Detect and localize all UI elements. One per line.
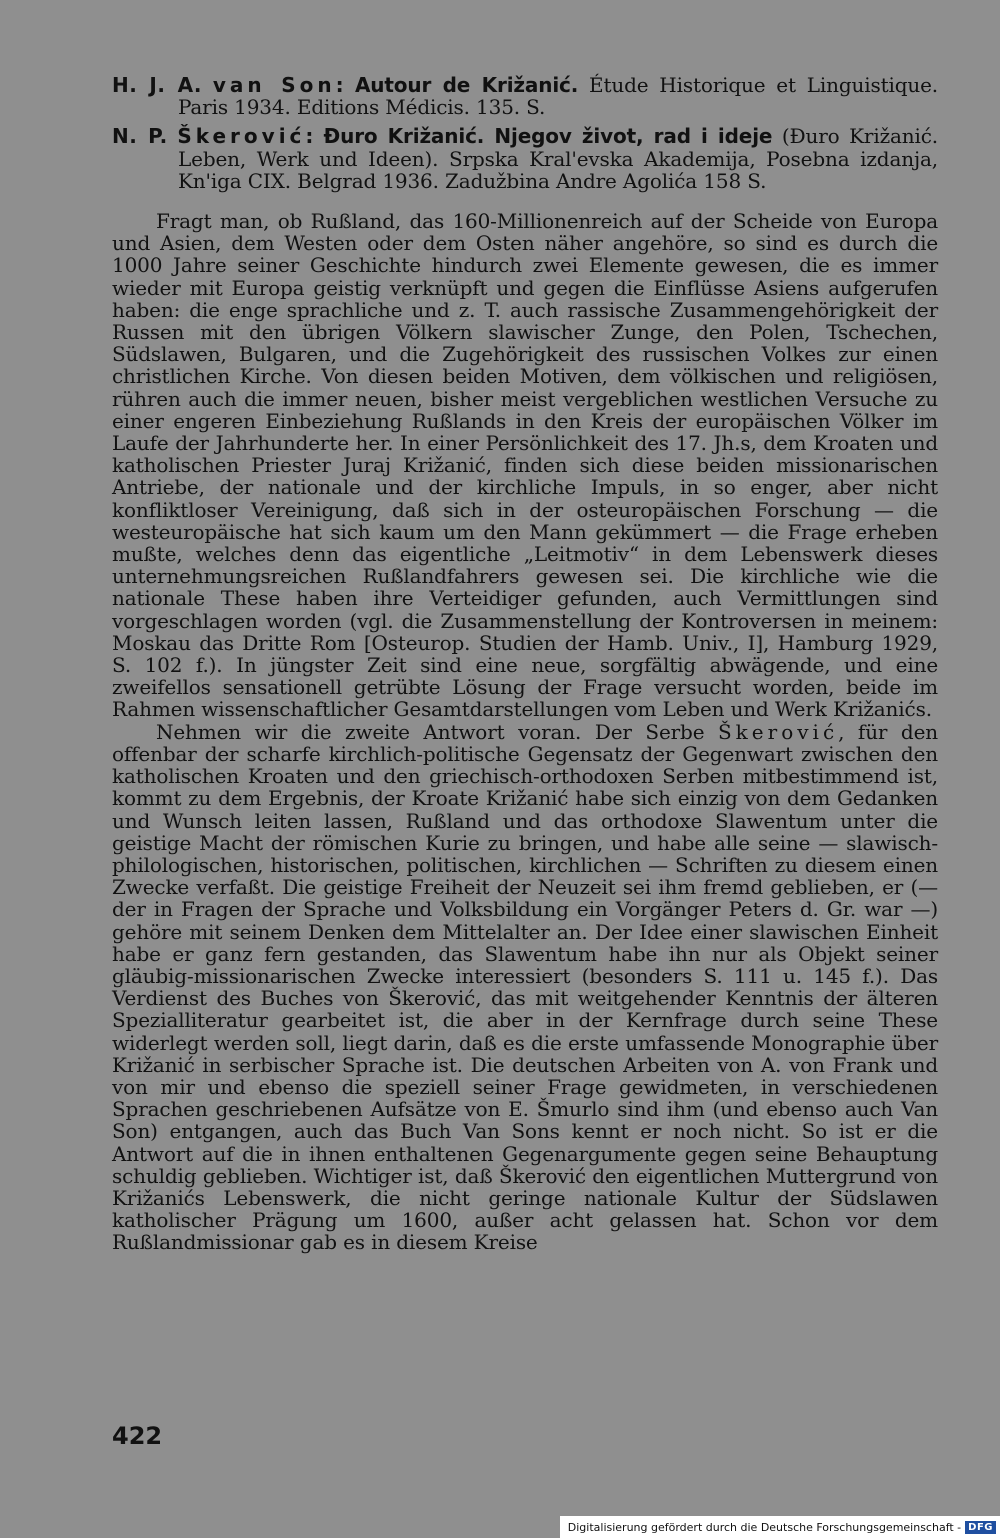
- reference-details: (Đuro Križanić. Leben, Werk und Ideen). Srpska Kral'evska Akademija, Posebna izdanja, Kn'iga CIX. Belgrad 1936. Zadužbina Andre Agolića 158 S.: [178, 124, 938, 193]
- reference-title: Autour de Križanić.: [354, 73, 579, 97]
- paragraph-1: Fragt man, ob Rußland, das 160-Millionenreich auf der Scheide von Europa und Asien, dem Westen oder dem Osten näher angehöre, so sind es durch die 1000 Jahre seiner Geschichte hindurch zwei Elemente gewesen, die es immer wieder mit Europa geistig verknüpft und gegen die Einflüsse Asiens aufgerufen haben: die enge sprachliche und z. T. auch rassische Zusammengehörigkeit der Russen mit den übrigen Völkern slawischer Zunge, den Polen, Tschechen, Südslawen, Bulgaren, und die Zugehörigkeit des russischen Volkes zur einen christlichen Kirche. Von diesen beiden Motiven, dem völkischen und religiösen, rühren auch die immer neuen, bisher meist vergeblichen westlichen Versuche zu einer engeren Einbeziehung Rußlands in den Kreis der europäischen Völker im Laufe der Jahrhunderte her. In einer Persönlichkeit des 17. Jh.s, dem Kroaten und katholischen Priester Juraj Križanić, finden sich diese beiden missionarischen Antriebe, der nationale und der kirchliche Impuls, in so enger, aber nicht konfliktloser Vereinigung, daß sich in der osteuropäischen Forschung — die westeuropäische hat sich kaum um den Mann gekümmert — die Frage erheben mußte, welches denn das eigentliche „Leitmotiv“ in dem Lebenswerk dieses unternehmungsreichen Rußlandfahrers gewesen sei. Die kirchliche wie die nationale These haben ihre Verteidiger gefunden, auch Vermittlungen sind vorgeschlagen worden (vgl. die Zusammenstellung der Kontroversen in meinem: Moskau das Dritte Rom [Osteurop. Studien der Hamb. Univ., I], Hamburg 1929, S. 102 f.). In jüngster Zeit sind eine neue, sorgfältig abwägende, und eine zweifellos sensationell getrübte Lösung der Frage versucht worden, beide im Rahmen wissenschaftlicher Gesamtdarstellungen vom Leben und Werk Križanićs.: [112, 209, 938, 722]
- reference-author-initials: H. J. A.: [112, 73, 203, 97]
- dfg-logo: DFG: [965, 1521, 996, 1534]
- reference-author-surname: Škerović: [177, 124, 306, 149]
- review-body: [112, 210, 938, 1254]
- page-number: 422: [112, 1422, 163, 1450]
- paragraph-2: [112, 721, 938, 1254]
- paragraph-2-start: Nehmen wir die zweite Antwort voran. Der Serbe: [156, 719, 718, 744]
- reference-colon: :: [335, 73, 345, 97]
- reference-author-initials: N. P.: [112, 124, 168, 149]
- reference-skerovic: [112, 125, 938, 192]
- reference-details: Étude Historique et Linguistique. Paris 1934. Editions Médicis. 135. S.: [178, 73, 938, 120]
- reference-author-surname: van Son: [212, 73, 336, 97]
- reference-van-son: [112, 74, 938, 118]
- reference-colon: :: [305, 124, 314, 149]
- reference-title: Đuro Križanić. Njegov život, rad i ideje: [323, 124, 773, 149]
- document-page: [112, 74, 938, 1254]
- author-name-spaced: Škerović: [717, 719, 839, 744]
- paragraph-2-rest: , für den offenbar der scharfe kirchlich-politische Gegensatz der Gegenwart zwischen den katholischen Kroaten und den griechisch-orthodoxen Serben mitbestimmend ist, kommt zu dem Ergebnis, der Kroate Križanić habe sich einzig von dem Gedanken und Wunsch leiten lassen, Rußland und das orthodoxe Slawentum unter die geistige Macht der römischen Kurie zu bringen, und habe alle seine — slawisch-philologischen, historischen, politischen, kirchlichen — Schriften zu diesem einen Zwecke verfaßt. Die geistige Freiheit der Neuzeit sei ihm fremd geblieben, er (— der in Fragen der Sprache und Volksbildung ein Vorgänger Peters d. Gr. war —) gehöre mit seinem Denken dem Mittelalter an. Der Idee einer slawischen Einheit habe er ganz fern gestanden, das Slawentum habe ihn nur als Objekt seiner gläubig-missionarischen Zwecke interessiert (besonders S. 111 u. 145 f.). Das Verdienst des Buches von Škerović, das mit weitgehender Kenntnis der älteren Spezialliteratur gearbeitet ist, die aber in der Kernfrage durch seine These widerlegt werden soll, liegt darin, daß es die erste umfassende Monographie über Križanić in serbischer Sprache ist. Die deutschen Arbeiten von A. von Frank und von mir und ebenso die speziell seiner Frage gewidmeten, in verschiedenen Sprachen geschriebenen Aufsätze von E. Šmurlo sind ihm (und ebenso auch Van Son) entgangen, auch das Buch Van Sons kennt er noch nicht. So ist er die Antwort auf die in ihnen enthaltenen Gegenargumente gegen seine Behauptung schuldig geblieben. Wichtiger ist, daß Škerović den eigentlichen Muttergrund von Križanićs Lebenswerk, die nicht geringe nationale Kultur der Südslawen katholischer Prägung um 1600, außer acht gelassen hat. Schon vor dem Rußlandmissionar gab es in diesem Kreise: [112, 719, 938, 1255]
- digitization-footer: [560, 1516, 1000, 1538]
- footer-text: Digitalisierung gefördert durch die Deutsche Forschungsgemeinschaft -: [567, 1520, 962, 1534]
